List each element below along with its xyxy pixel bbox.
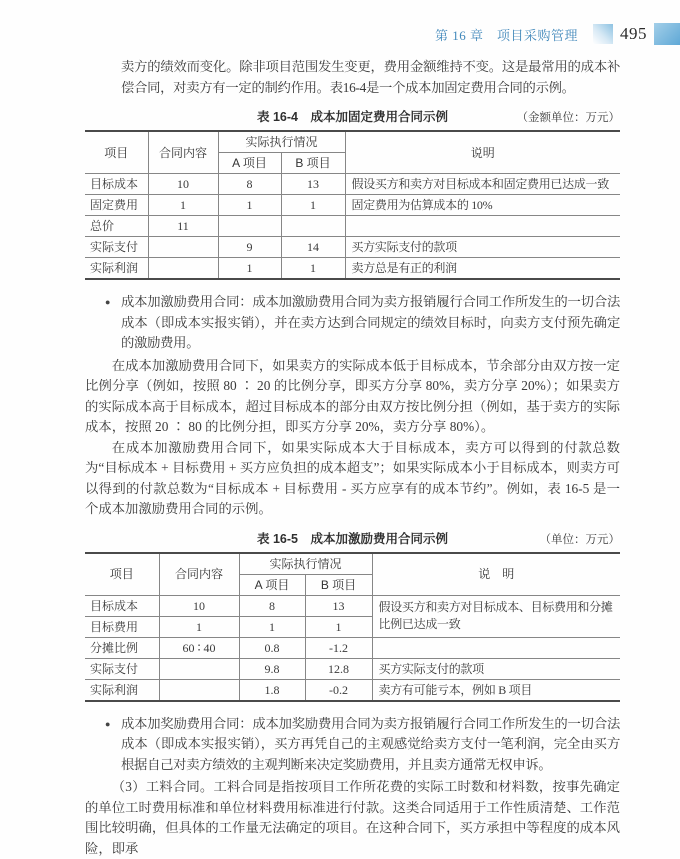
cell-note: 假设买方和卖方对目标成本和固定费用已达成一致 <box>345 174 620 195</box>
cell-contract <box>159 658 239 679</box>
cell-item: 实际利润 <box>85 679 159 700</box>
table-16-4 <box>85 132 620 278</box>
table-row <box>85 237 620 258</box>
cell-a: 9 <box>218 237 281 258</box>
cell-b: 13 <box>305 595 372 616</box>
paragraph-payment-total: 在成本加激励费用合同下，如果实际成本大于目标成本，卖方可以得到的付款总数为“目标成本 + 目标费用 + 买方应负担的成本超支”；如果实际成本小于目标成本，则卖方可以得到的付款总数为“目标成本 + 目标费用 - 买方应享有的成本节约”。例如，表 16-5 是一个成本加激励费用合同的示例。 <box>85 439 620 516</box>
cell-note: 假设买方和卖方对目标成本、目标费用和分摊比例已达成一致 <box>372 595 620 637</box>
cell-b <box>281 216 345 237</box>
cell-a: 8 <box>218 174 281 195</box>
cell-item: 目标成本 <box>85 595 159 616</box>
cell-note: 买方实际支付的款项 <box>372 658 620 679</box>
cell-note <box>372 637 620 658</box>
col-header-item: 项目 <box>85 132 148 174</box>
cell-item: 实际支付 <box>85 237 148 258</box>
col-header-project-b: B 项目 <box>305 574 372 595</box>
cell-note <box>345 216 620 237</box>
table-row <box>85 658 620 679</box>
cell-item: 目标费用 <box>85 616 159 637</box>
cell-contract: 60 ∶ 40 <box>159 637 239 658</box>
col-header-project-b: B 项目 <box>281 153 345 174</box>
cell-b: 14 <box>281 237 345 258</box>
cell-contract <box>148 258 218 279</box>
cell-b: 1 <box>281 258 345 279</box>
table-row <box>85 637 620 658</box>
table2-caption-row <box>85 529 620 547</box>
cell-contract <box>148 237 218 258</box>
table-16-5 <box>85 554 620 700</box>
table1-caption-row <box>85 107 620 125</box>
cell-contract: 10 <box>159 595 239 616</box>
cell-a: 1 <box>239 616 305 637</box>
bullet-cost-plus-incentive <box>105 292 620 354</box>
intro-paragraph: 卖方的绩效而变化。除非项目范围发生变更，费用金额维持不变。这是最常用的成本补偿合同，对卖方有一定的制约作用。表16-4是一个成本加固定费用合同的示例。 <box>121 59 620 95</box>
page-content <box>85 57 620 859</box>
cell-a: 9.8 <box>239 658 305 679</box>
table2-caption: 表 16-5 成本加激励费用合同示例 <box>257 531 448 546</box>
cell-item: 实际支付 <box>85 658 159 679</box>
cell-contract: 10 <box>148 174 218 195</box>
table-row <box>85 258 620 279</box>
table2-wrapper <box>85 552 620 702</box>
cell-item: 实际利润 <box>85 258 148 279</box>
bullet-text: 成本加激励费用合同：成本加激励费用合同为卖方报销履行合同工作所发生的一切合法成本（即成本实报实销），并在卖方达到合同规定的绩效目标时，向卖方支付预先确定的激励费用。 <box>121 294 620 350</box>
table-row <box>85 174 620 195</box>
cell-item: 总价 <box>85 216 148 237</box>
paragraph-time-material-contract: （3）工料合同。工料合同是指按项目工作所花费的实际工时数和材料数，按事先确定的单位工时费用标准和单位材料费用标准进行付款。这类合同适用于工作性质清楚、工作范围比较明确，但具体的工作量无法确定的项目。在这种合同下，买方承担中等程度的成本风险，即承 <box>85 779 620 856</box>
table-header-row <box>85 132 620 153</box>
bullet-icon: ● <box>105 297 111 307</box>
table-row <box>85 595 620 616</box>
header-decor-right-block <box>654 23 680 45</box>
col-header-actual-group: 实际执行情况 <box>239 554 372 575</box>
cell-contract: 1 <box>148 195 218 216</box>
cell-contract: 11 <box>148 216 218 237</box>
cell-note: 买方实际支付的款项 <box>345 237 620 258</box>
cell-b: 12.8 <box>305 658 372 679</box>
col-header-contract: 合同内容 <box>159 554 239 596</box>
table-row <box>85 216 620 237</box>
page-number: 495 <box>620 24 647 43</box>
cell-b: 1 <box>305 616 372 637</box>
page-header <box>435 22 680 46</box>
table-row <box>85 195 620 216</box>
cell-contract: 1 <box>159 616 239 637</box>
col-header-actual-group: 实际执行情况 <box>218 132 345 153</box>
table1-wrapper <box>85 130 620 280</box>
cell-a: 1 <box>218 258 281 279</box>
paragraph-share-ratio: 在成本加激励费用合同下，如果卖方的实际成本低于目标成本，节余部分由双方按一定比例分享（例如，按照 80 ∶ 20 的比例分享，即买方分享 80%，卖方分享 20%）；如果卖方的实际成本高于目标成本，超过目标成本的部分由双方按比例分担（例如，基于卖方的实际成本，按照 20 ∶ 80 的比例分担，即买方分享 20%，卖方分享 80%）。 <box>85 357 620 434</box>
cell-b: -0.2 <box>305 679 372 700</box>
table2-unit-note: （单位：万元） <box>539 533 620 546</box>
cell-b: 1 <box>281 195 345 216</box>
cell-a: 1 <box>218 195 281 216</box>
cell-a: 8 <box>239 595 305 616</box>
col-header-contract: 合同内容 <box>148 132 218 174</box>
col-header-project-a: A 项目 <box>218 153 281 174</box>
table-header-row <box>85 554 620 575</box>
col-header-note: 说 明 <box>372 554 620 596</box>
header-decor-left-block <box>593 24 613 44</box>
table1-unit-note: （金额单位：万元） <box>516 112 620 124</box>
bullet-cost-plus-award <box>105 714 620 776</box>
cell-note: 固定费用为估算成本的 10% <box>345 195 620 216</box>
cell-note: 卖方总是有正的利润 <box>345 258 620 279</box>
cell-item: 固定费用 <box>85 195 148 216</box>
cell-item: 目标成本 <box>85 174 148 195</box>
bullet-text: 成本加奖励费用合同：成本加奖励费用合同为卖方报销履行合同工作所发生的一切合法成本（即成本实报实销），买方再凭自己的主观感觉给卖方支付一笔利润，完全由买方根据自己对卖方绩效的主观判断来决定奖励费用，并且卖方通常无权申诉。 <box>121 715 620 772</box>
cell-note: 卖方有可能亏本，例如 B 项目 <box>372 679 620 700</box>
bullet-icon: ● <box>105 718 111 729</box>
cell-a: 0.8 <box>239 637 305 658</box>
table1-caption: 表 16-4 成本加固定费用合同示例 <box>257 110 448 124</box>
col-header-project-a: A 项目 <box>239 574 305 595</box>
cell-a <box>218 216 281 237</box>
cell-b: 13 <box>281 174 345 195</box>
table-row <box>85 679 620 700</box>
col-header-note: 说明 <box>345 132 620 174</box>
cell-item: 分摊比例 <box>85 637 159 658</box>
cell-contract <box>159 679 239 700</box>
chapter-title: 第 16 章 项目采购管理 <box>434 27 578 43</box>
col-header-item: 项目 <box>85 554 159 596</box>
cell-b: -1.2 <box>305 637 372 658</box>
cell-a: 1.8 <box>239 679 305 700</box>
